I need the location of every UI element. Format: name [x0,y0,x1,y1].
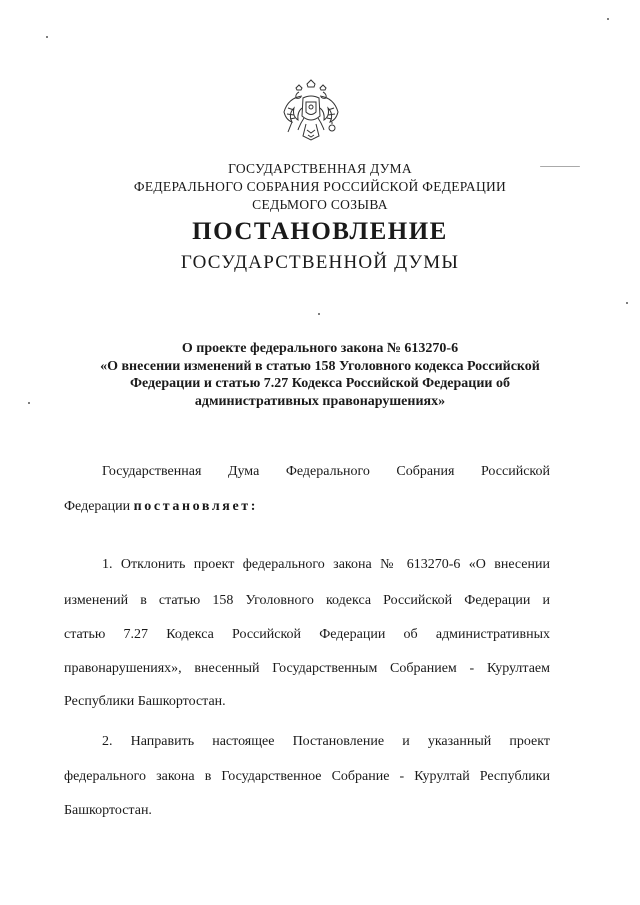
header-line-duma: ГОСУДАРСТВЕННАЯ ДУМА [228,161,412,176]
item2-line: 2. Направить настоящее Постановление и указанный проект [102,734,550,749]
header-block [0,160,640,214]
item1-line: статью 7.27 Кодекса Российской Федерации об административных [64,627,550,642]
resolves-keyword: постановляет: [133,499,259,514]
header-line-convocation: СЕДЬМОГО СОЗЫВА [252,197,388,212]
item2-line: Башкортостан. [64,803,152,818]
item1-line: изменений в статью 158 Уголовного кодекса Российской Федерации и [64,593,550,608]
subject-line: О проекте федерального закона № 613270-6 [181,341,459,356]
scan-speck [626,302,628,304]
preamble-prefix: Федерации [64,499,134,514]
item1-line: Республики Башкортостан. [64,694,226,709]
subject-line: «О внесении изменений в статью 158 Уголовного кодекса Российской [100,358,540,374]
scan-speck [46,36,48,38]
scan-speck [28,402,30,404]
document-title: ПОСТАНОВЛЕНИЕ [192,218,448,245]
subject-line: административных правонарушениях» [194,393,446,409]
scan-speck [318,313,320,315]
coat-of-arms-emblem [282,78,340,148]
subject-line: Федерации и статью 7.27 Кодекса Российской Федерации об [130,376,510,391]
scan-speck [540,166,580,167]
subject-block [60,340,580,410]
item1-line: 1. Отклонить проект федерального закона № 613270-6 «О внесении [102,557,550,572]
item2-line: федерального закона в Государственное Собрание - Курултай Республики [64,769,550,784]
header-line-assembly: ФЕДЕРАЛЬНОГО СОБРАНИЯ РОССИЙСКОЙ ФЕДЕРАЦИИ [133,179,507,194]
item1-line: правонарушениях», внесенный Государственным Собранием - Курултаем [64,661,550,676]
scan-speck [607,18,609,20]
preamble-line: Государственная Дума Федерального Собрания Российской [102,464,550,479]
preamble-line [64,499,550,515]
document-subtitle: ГОСУДАРСТВЕННОЙ ДУМЫ [180,252,460,273]
